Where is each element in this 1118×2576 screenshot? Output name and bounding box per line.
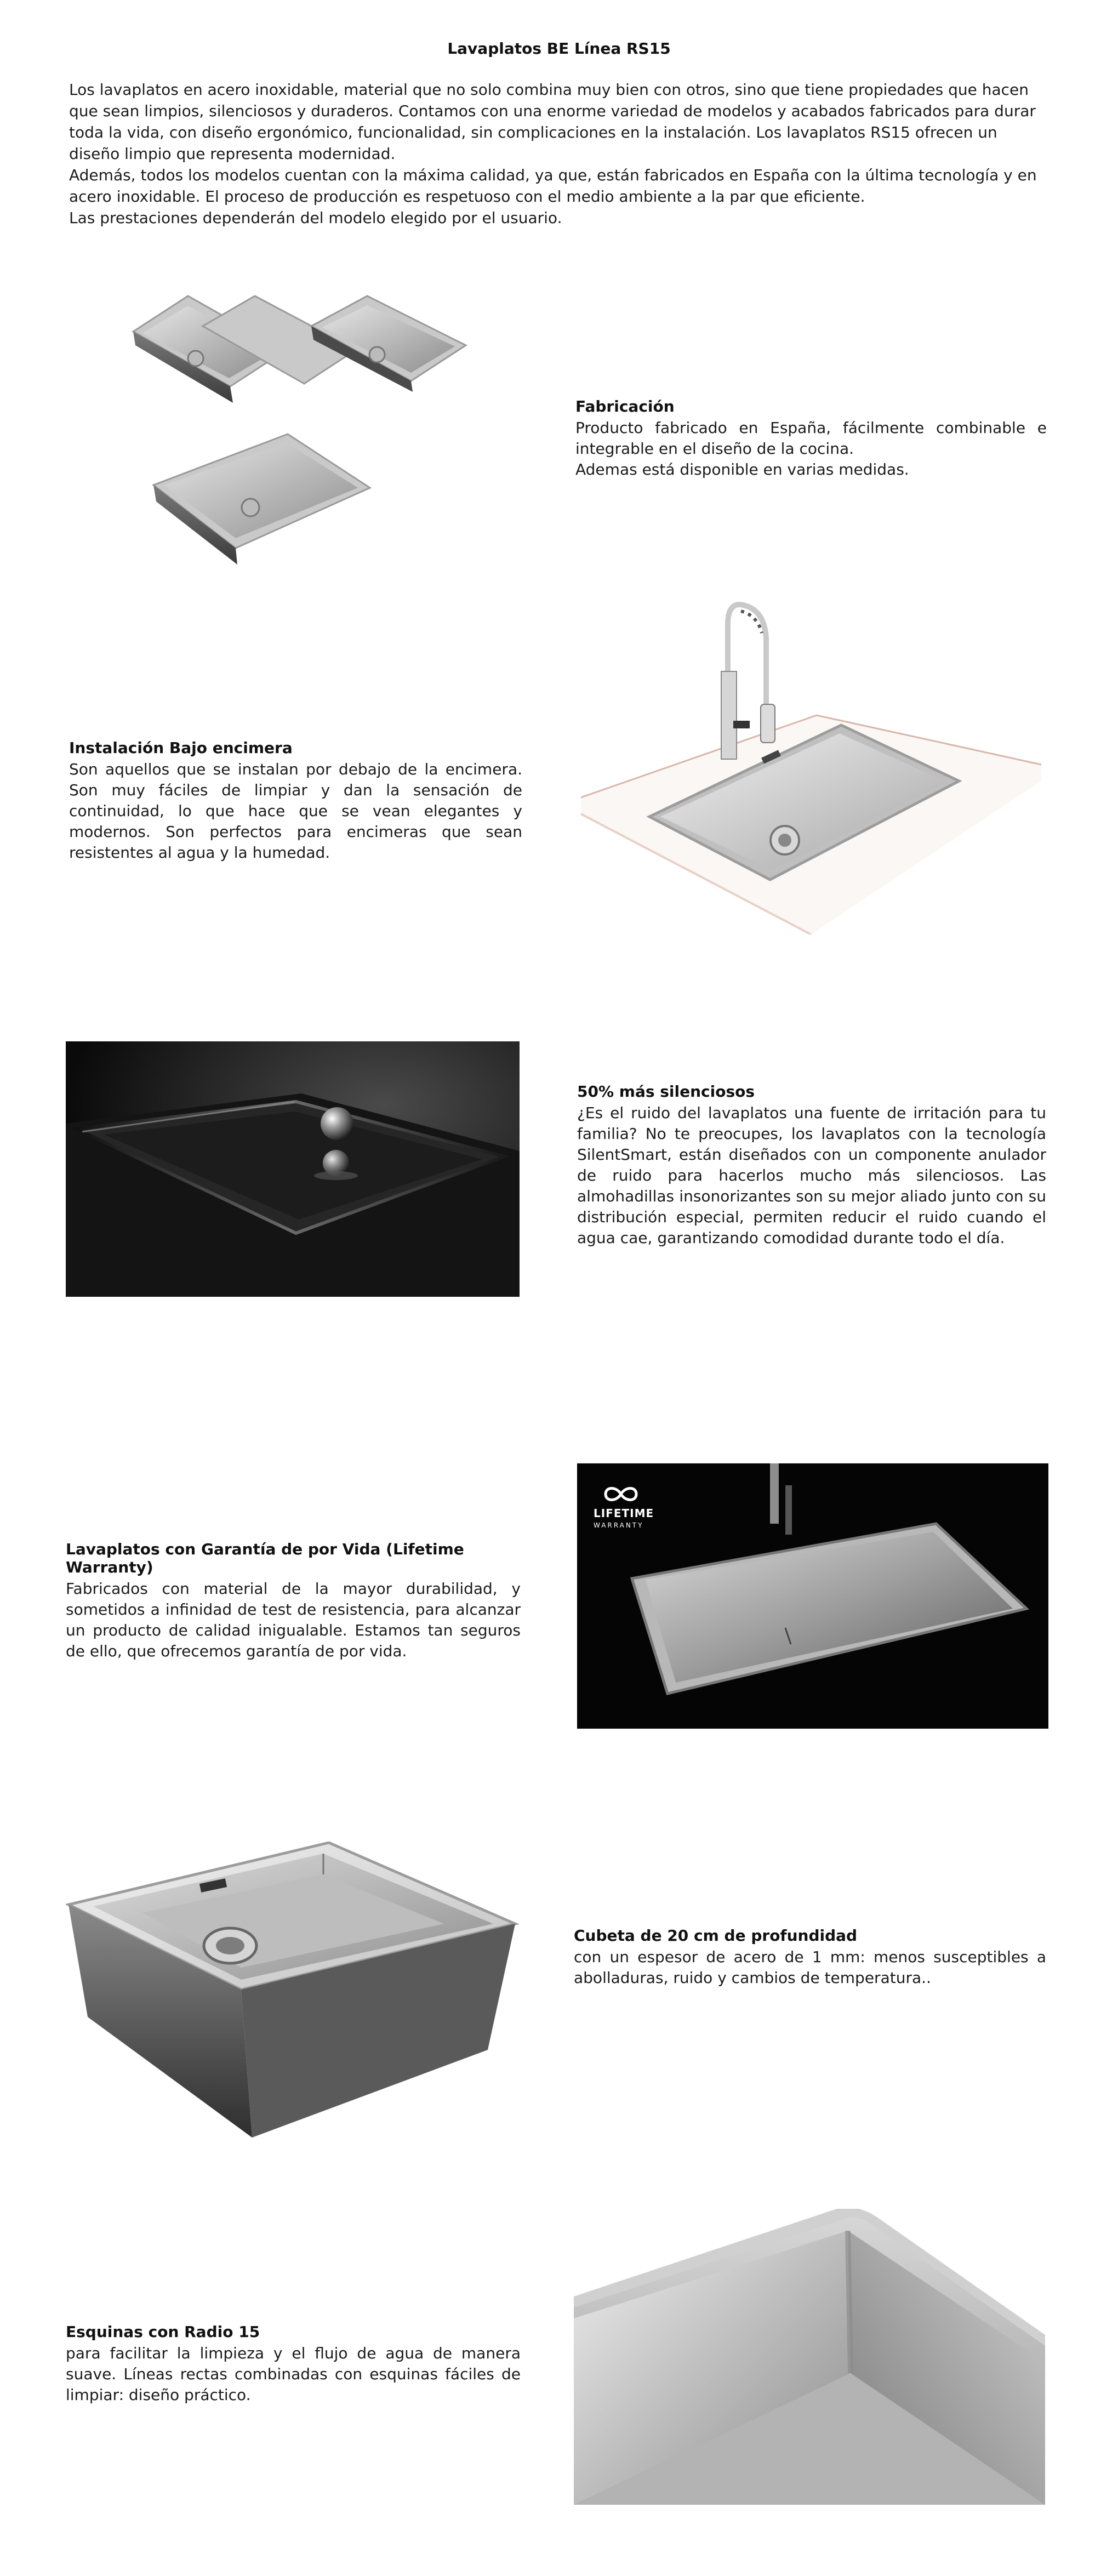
section-instalacion — [69, 739, 522, 863]
warranty-badge-line2: WARRANTY — [594, 1521, 644, 1529]
section-garantia — [66, 1540, 521, 1662]
section-text: ¿Es el ruido del lavaplatos una fuente de irritación para tu familia? No te preocupes, los lavaplatos con la tecnología SilentSmart, están diseñados con un componente anulador de ruido para hacerlos mucho más silenciosos. Las almohadillas insonorizantes son su mejor aliado junto con su distribución especial, permiten reducir el ruido cuando el agua cae, garantizando comodidad durante todo el día. — [577, 1104, 1046, 1247]
section-text: Producto fabricado en España, fácilmente combinable e integrable en el diseño de la cocina. — [575, 419, 1047, 458]
lifetime-warranty-image — [577, 1463, 1048, 1729]
section-heading: Lavaplatos con Garantía de por Vida (Lifetime Warranty) — [66, 1540, 464, 1576]
water-drop-image — [66, 1041, 520, 1297]
corner-closeup-image — [574, 2209, 1045, 2505]
section-esquinas — [66, 2323, 521, 2406]
warranty-badge-line1: LIFETIME — [594, 1507, 654, 1520]
section-text: Fabricados con material de la mayor durabilidad, y sometidos a infinidad de test de resistencia, para alcanzar un producto de calidad inigualable. Estamos tan seguros de ello, que ofrecemos garantía de por vida. — [66, 1580, 521, 1660]
intro-paragraph: Además, todos los modelos cuentan con la máxima calidad, ya que, están fabricados en España con la última tecnología y en acero inoxidable. El proceso de producción es respetuoso con el medio ambiente a la par que eficiente. — [69, 166, 1037, 206]
section-fabricacion — [575, 397, 1047, 480]
section-text: Son aquellos que se instalan por debajo de la encimera. Son muy fáciles de limpiar y dan la sensación de continuidad, lo que hace que se vean elegantes y modernos. Son perfectos para encimeras que sean resistentes al agua y la humedad. — [69, 760, 522, 862]
intro-paragraph: Las prestaciones dependerán del modelo elegido por el usuario. — [69, 209, 562, 227]
page-title: Lavaplatos BE Línea RS15 — [447, 39, 671, 58]
intro-text — [69, 79, 1049, 229]
intro-paragraph: Los lavaplatos en acero inoxidable, material que no solo combina muy bien con otros, sino que tiene propiedades que hacen que sean limpios, silenciosos y duraderos. Contamos con una enorme variedad de modelos y acabados fabricados para durar toda la vida, con diseño ergonómico, funcionalidad, sin complicaciones en la instalación. Los lavaplatos RS15 ofrecen un diseño limpio que representa modernidad. — [69, 81, 1036, 163]
undermount-sink-faucet-image — [581, 600, 1041, 934]
section-heading: 50% más silenciosos — [577, 1082, 755, 1101]
section-heading: Instalación Bajo encimera — [69, 739, 293, 757]
section-cubeta — [574, 1927, 1046, 1988]
warranty-badge — [594, 1507, 654, 1531]
section-heading: Esquinas con Radio 15 — [66, 2323, 260, 2341]
section-text: para facilitar la limpieza y el flujo de agua de manera suave. Líneas rectas combinadas con esquinas fáciles de limpiar: diseño práctico. — [66, 2344, 521, 2404]
section-heading: Cubeta de 20 cm de profundidad — [574, 1927, 858, 1945]
section-heading: Fabricación — [575, 397, 675, 415]
section-silenciosos — [577, 1082, 1046, 1249]
section-text: Ademas está disponible en varias medidas. — [575, 460, 909, 478]
sink-small-right — [307, 293, 471, 392]
deep-sink-image — [66, 1842, 521, 2148]
section-text: con un espesor de acero de 1 mm: menos susceptibles a abolladuras, ruido y cambios de temperatura.. — [574, 1948, 1046, 1987]
